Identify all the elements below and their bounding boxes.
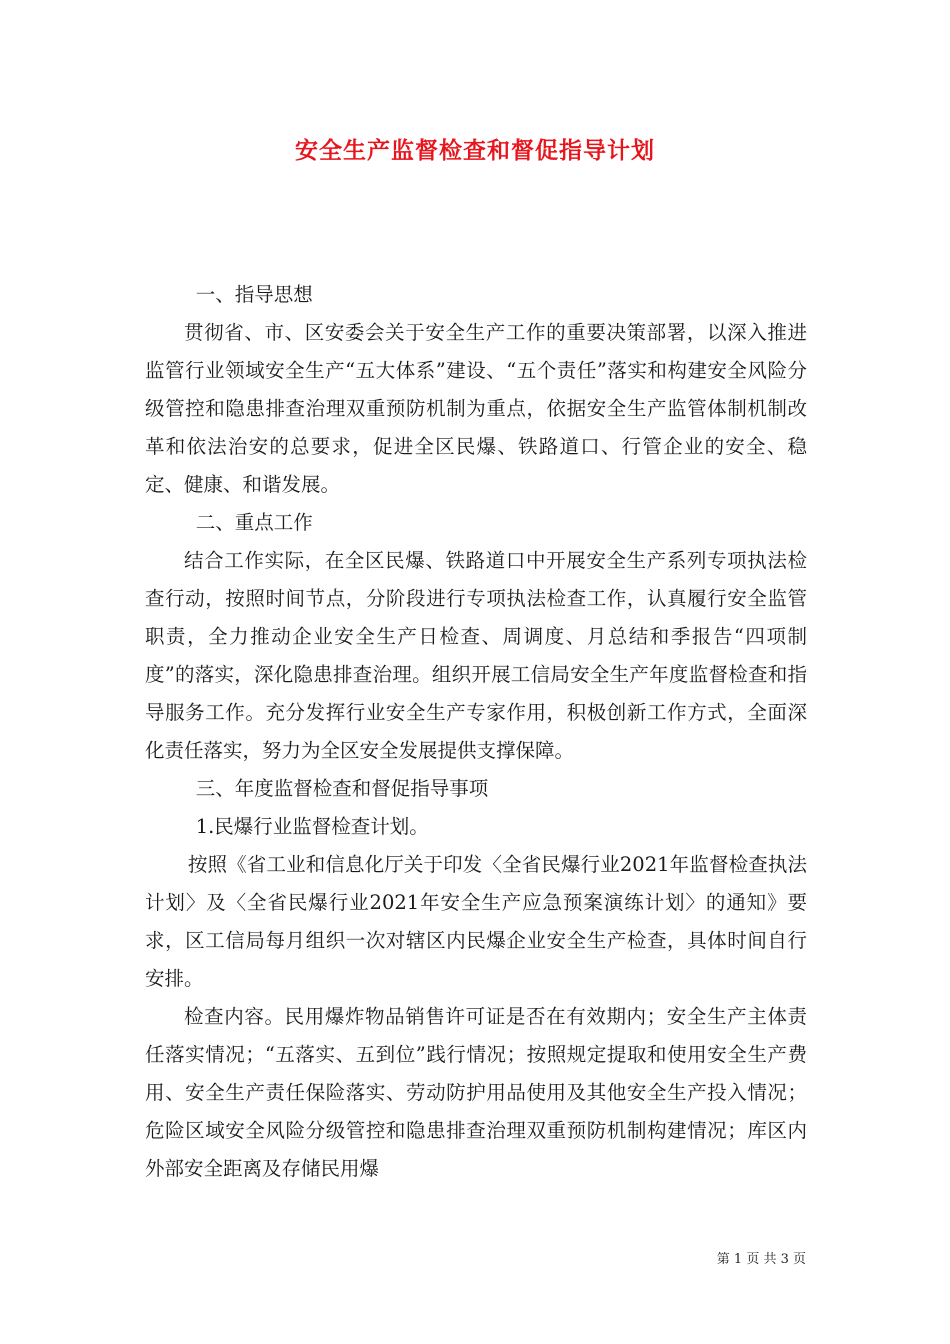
- subsection-heading-civil-explosives: 1.民爆行业监督检查计划。: [195, 815, 429, 838]
- paragraph-key-work: 结合工作实际，在全区民爆、铁路道口中开展安全生产系列专项执法检查行动，按照时间节点，分阶段进行专项执法检查工作，认真履行安全监管职责，全力推动企业安全生产日检查、周调度、月总结和季报告“四项制度”的落实，深化隐患排查治理。组织开展工信局安全生产年度监督检查和指导服务工作。充分发挥行业安全生产专家作用，积极创新工作方式，全面深化责任落实，努力为全区安全发展提供支撑保障。: [145, 549, 807, 762]
- page-number: 第 1 页 共 3 页: [716, 1252, 806, 1267]
- paragraph-civil-explosives-plan: 按照《省工业和信息化厅关于印发〈全省民爆行业2021年监督检查执法计划〉及〈全省民爆行业2021年安全生产应急预案演练计划〉的通知》要求，区工信局每月组织一次对辖区内民爆企业安全生产检查，具体时间自行安排。: [145, 853, 807, 990]
- section-heading-annual-inspection: 三、年度监督检查和督促指导事项: [195, 777, 489, 800]
- document-title: 安全生产监督检查和督促指导计划: [295, 137, 655, 164]
- paragraph-inspection-content: 检查内容。民用爆炸物品销售许可证是否在有效期内；安全生产主体责任落实情况；“五落实、五到位”践行情况；按照规定提取和使用安全生产费用、安全生产责任保险落实、劳动防护用品使用及其他安全生产投入情况；危险区域安全风险分级管控和隐患排查治理双重预防机制构建情况；库区内外部安全距离及存储民用爆: [145, 1005, 807, 1180]
- section-heading-key-work: 二、重点工作: [195, 511, 313, 534]
- paragraph-guiding-ideology: 贯彻省、市、区安委会关于安全生产工作的重要决策部署，以深入推进监管行业领域安全生产“五大体系”建设、“五个责任”落实和构建安全风险分级管控和隐患排查治理双重预防机制为重点，依据安全生产监管体制机制改革和依法治安的总要求，促进全区民爆、铁路道口、行管企业的安全、稳定、健康、和谐发展。: [145, 321, 807, 496]
- document-body: [145, 276, 807, 1188]
- section-heading-guiding-ideology: 一、指导思想: [195, 283, 313, 306]
